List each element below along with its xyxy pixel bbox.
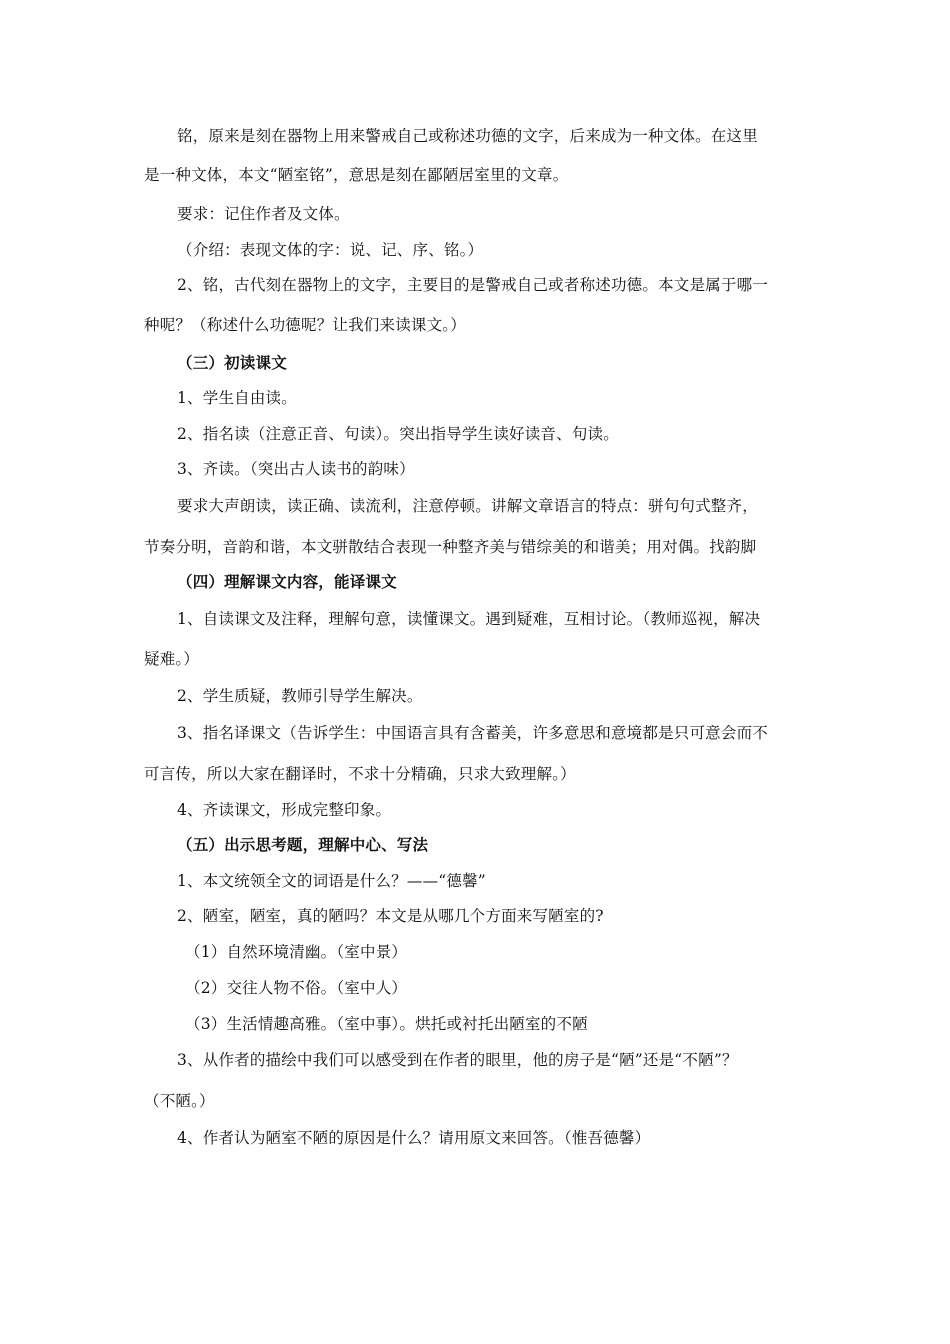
paragraph-line: 种呢？（称述什么功德呢？让我们来读课文。） — [144, 316, 466, 334]
paragraph-line: 要求：记住作者及文体。 — [177, 205, 350, 223]
list-item: （3）生活情趣高雅。（室中事）。烘托或衬托出陋室的不陋 — [185, 1015, 588, 1033]
paragraph-line: 要求大声朗读，读正确、读流利，注意停顿。讲解文章语言的特点：骈句句式整齐， — [177, 497, 758, 515]
paragraph-line: （不陋。） — [144, 1092, 215, 1110]
paragraph-line: 3、从作者的描绘中我们可以感受到在作者的眼里，他的房子是“陋”还是“不陋”？ — [177, 1051, 738, 1069]
paragraph-line: 2、陋室，陋室，真的陋吗？本文是从哪几个方面来写陋室的? — [177, 907, 604, 925]
paragraph-line: 3、指名译课文（告诉学生：中国语言具有含蓄美，许多意思和意境都是只可意会而不 — [177, 724, 768, 742]
paragraph-line: 4、作者认为陋室不陋的原因是什么？请用原文来回答。（惟吾德馨） — [177, 1129, 651, 1147]
paragraph-line: 1、本文统领全文的词语是什么？——“德馨” — [177, 872, 486, 890]
paragraph-line: 1、学生自由读。 — [177, 389, 297, 407]
list-item: （1）自然环境清幽。（室中景） — [185, 943, 408, 961]
paragraph-line: 2、指名读（注意正音、句读）。突出指导学生读好读音、句读。 — [177, 425, 619, 443]
paragraph-line: 2、学生质疑，教师引导学生解决。 — [177, 687, 423, 705]
paragraph-line: 铭，原来是刻在器物上用来警戒自己或称述功德的文字，后来成为一种文体。在这里 — [177, 127, 758, 145]
section-heading: （三）初读课文 — [177, 353, 287, 372]
paragraph-line: 是一种文体，本文“陋室铭”，意思是刻在鄙陋居室里的文章。 — [144, 166, 569, 184]
section-heading: （四）理解课文内容，能译课文 — [177, 572, 397, 591]
paragraph-line: 1、自读课文及注释，理解句意，读懂课文。遇到疑难，互相讨论。（教师巡视，解决 — [177, 610, 761, 628]
list-item: （2）交往人物不俗。（室中人） — [185, 979, 408, 997]
paragraph-line: 4、齐读课文，形成完整印象。 — [177, 801, 392, 819]
section-heading: （五）出示思考题，理解中心、写法 — [177, 835, 429, 854]
paragraph-line: 2、铭，古代刻在器物上的文字，主要目的是警戒自己或者称述功德。本文是属于哪一 — [177, 276, 768, 294]
paragraph-line: 可言传，所以大家在翻译时，不求十分精确，只求大致理解。） — [144, 765, 576, 783]
paragraph-line: 疑难。） — [144, 650, 200, 668]
paragraph-line: （介绍：表现文体的字：说、记、序、铭。） — [177, 241, 484, 259]
paragraph-line: 3、齐读。（突出古人读书的韵味） — [177, 460, 415, 478]
paragraph-line: 节奏分明，音韵和谐，本文骈散结合表现一种整齐美与错综美的和谐美；用对偶。找韵脚 — [144, 538, 757, 556]
